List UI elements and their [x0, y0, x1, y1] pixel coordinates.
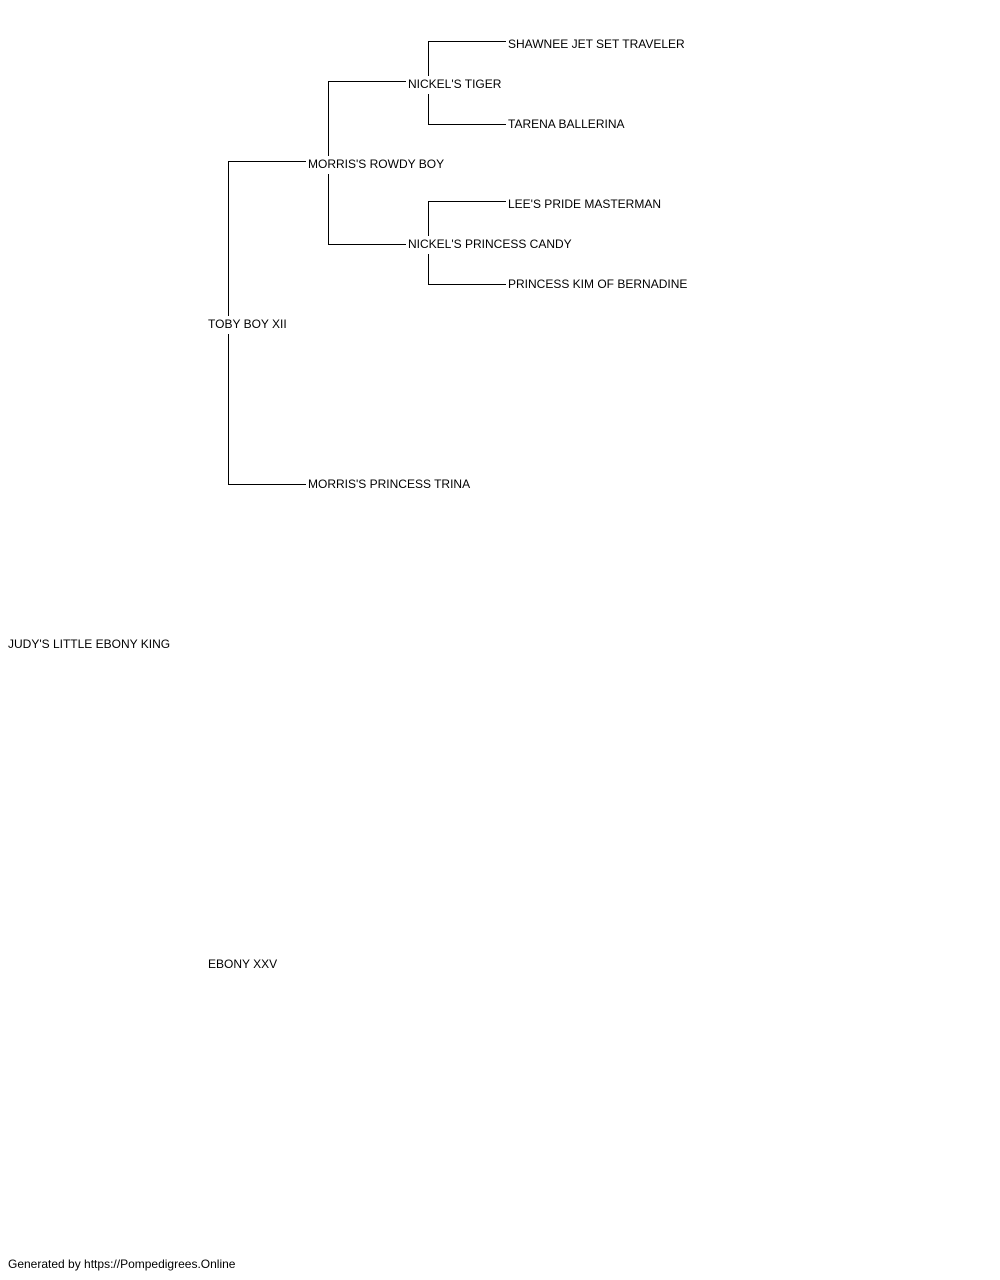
connector-princess-candy-to-princess-kim	[429, 254, 507, 285]
connector-nickels-tiger-to-tarena	[429, 94, 507, 125]
connector-rowdy-boy-to-princess-candy	[329, 174, 407, 245]
node-sire-sire-dam-dam: PRINCESS KIM OF BERNADINE	[508, 277, 688, 291]
node-sire-dam: MORRIS'S PRINCESS TRINA	[308, 477, 471, 491]
node-sire-sire-sire: NICKEL'S TIGER	[408, 77, 502, 91]
node-dam: EBONY XXV	[208, 957, 278, 971]
connector-nickels-tiger-to-shawnee	[429, 42, 507, 77]
footer-credit: Generated by https://Pompedigrees.Online	[8, 1257, 236, 1271]
node-sire-sire-sire-sire: SHAWNEE JET SET TRAVELER	[508, 37, 685, 51]
node-sire-sire-sire-dam: TARENA BALLERINA	[508, 117, 625, 131]
node-subject: JUDY'S LITTLE EBONY KING	[8, 637, 171, 651]
node-sire-sire: MORRIS'S ROWDY BOY	[308, 157, 445, 171]
connector-toby-boy-to-rowdy-boy	[229, 162, 307, 317]
connector-toby-boy-to-princess-trina	[229, 334, 307, 485]
node-sire-sire-dam-sire: LEE'S PRIDE MASTERMAN	[508, 197, 661, 211]
connector-rowdy-boy-to-nickels-tiger	[329, 82, 407, 157]
node-sire: TOBY BOY XII	[208, 317, 287, 331]
connector-princess-candy-to-lees-pride	[429, 202, 507, 237]
node-sire-sire-dam: NICKEL'S PRINCESS CANDY	[408, 237, 572, 251]
